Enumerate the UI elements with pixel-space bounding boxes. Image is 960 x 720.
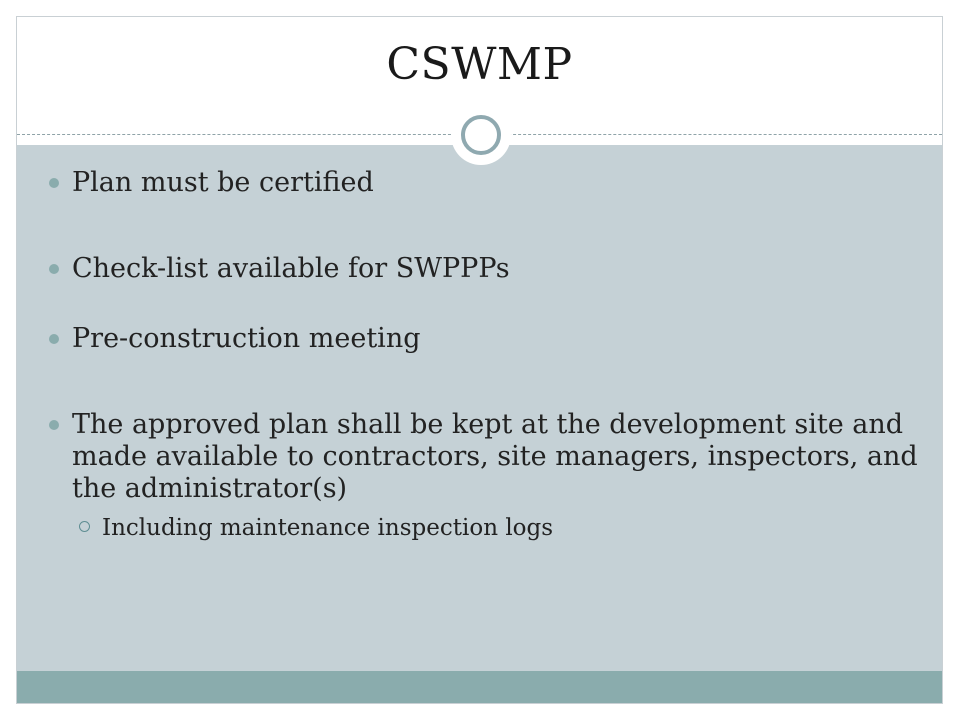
slide-title: CSWMP bbox=[386, 39, 573, 90]
bullet-text: Plan must be certified bbox=[72, 167, 374, 198]
bullet-list bbox=[47, 167, 927, 543]
bullet-item bbox=[47, 323, 927, 355]
bullet-text: Check-list available for SWPPPs bbox=[72, 253, 510, 284]
bullet-item bbox=[47, 167, 927, 199]
bullet-text: The approved plan shall be kept at the development site and made available to contractors, site managers, inspectors, and the administrator(s) bbox=[72, 409, 918, 504]
sub-bullet-text: Including maintenance inspection logs bbox=[102, 515, 554, 541]
bullet-item bbox=[47, 253, 927, 285]
slide bbox=[16, 16, 943, 704]
hollow-circle-bullet-icon bbox=[79, 521, 90, 532]
footer-bar bbox=[17, 671, 942, 704]
filled-circle-bullet-icon bbox=[49, 334, 59, 344]
filled-circle-bullet-icon bbox=[49, 264, 59, 274]
bullet-item bbox=[47, 409, 927, 505]
filled-circle-bullet-icon bbox=[49, 178, 59, 188]
circle-ring-inner-icon bbox=[461, 115, 501, 155]
sub-bullet-item bbox=[47, 513, 927, 543]
bullet-text: Pre-construction meeting bbox=[72, 323, 421, 354]
filled-circle-bullet-icon bbox=[49, 420, 59, 430]
